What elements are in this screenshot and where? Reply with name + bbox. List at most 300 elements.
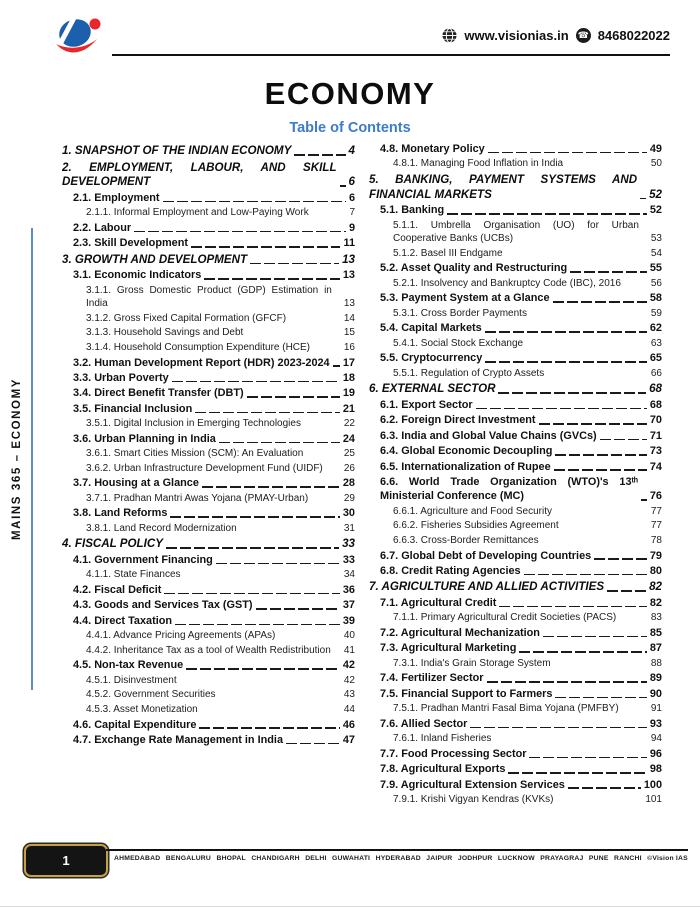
toc-leader	[622, 711, 648, 713]
toc-entry-title: 2.2. Labour	[73, 221, 132, 234]
toc-entry-title: 3.1.2. Gross Fixed Capital Formation (GFCF)	[86, 312, 287, 324]
toc-leader	[555, 514, 648, 516]
header-contact	[442, 28, 670, 43]
toc-entry	[369, 747, 662, 761]
toc-entry-page: 37	[342, 599, 355, 612]
toc-entry-page: 54	[650, 247, 662, 259]
toc-leader	[306, 456, 341, 458]
toc-entry	[369, 519, 662, 533]
toc-entry	[369, 219, 662, 246]
toc-entry-title: 6.2. Foreign Direct Investment	[380, 414, 536, 427]
page-number-badge: 1	[24, 844, 108, 877]
toc-entry-title: 4.5.1. Disinvestment	[86, 674, 177, 686]
toc-entry-page: 89	[649, 672, 662, 685]
toc-leader	[170, 516, 339, 518]
toc-leader	[184, 577, 341, 579]
toc-leader	[166, 547, 339, 549]
toc-entry	[62, 191, 355, 205]
toc-leader	[554, 666, 648, 668]
toc-entry-title: 6.6.2. Fisheries Subsidies Agreement	[393, 520, 559, 532]
toc-entry	[369, 687, 662, 701]
toc-leader	[570, 271, 647, 273]
toc-entry-title: 4.1.1. State Finances	[86, 569, 181, 581]
toc-entry	[369, 429, 662, 443]
toc-leader	[195, 412, 340, 414]
toc-leader	[340, 185, 346, 187]
toc-leader	[530, 316, 648, 318]
toc-entry	[369, 641, 662, 655]
toc-entry-title: 6.6.1. Agriculture and Food Security	[393, 505, 552, 517]
toc-entry-title: 4.3. Goods and Services Tax (GST)	[73, 599, 253, 612]
toc-entry-title: 3.1.1. Gross Domestic Product (GDP) Estimation in India	[86, 284, 332, 310]
toc-entry-title: 7.3.1. India's Grain Storage System	[393, 657, 551, 669]
toc-entry-page: 16	[343, 341, 355, 353]
toc-entry-page: 58	[649, 292, 662, 305]
toc-entry-page: 76	[649, 490, 662, 503]
toc-entry-title: 3.6.1. Smart Cities Mission (SCM): An Evaluation	[86, 448, 304, 460]
toc-leader	[556, 802, 642, 804]
toc-entry	[62, 553, 355, 567]
toc-entry-page: 19	[342, 387, 355, 400]
toc-entry-page: 52	[649, 204, 662, 217]
toc-entry-page: 15	[343, 327, 355, 339]
toc-leader	[278, 638, 341, 640]
toc-entry-page: 59	[650, 307, 662, 319]
toc-entry-title: 5.1. Banking	[380, 204, 445, 217]
toc-entry	[62, 312, 355, 326]
toc-entry-title: 7. AGRICULTURE AND ALLIED ACTIVITIES	[369, 580, 605, 594]
toc-entry-page: 70	[649, 414, 662, 427]
toc-entry	[62, 432, 355, 446]
toc-entry	[62, 703, 355, 717]
toc-leader	[494, 741, 647, 743]
footer-city: AHMEDABAD	[114, 855, 161, 862]
toc-entry	[369, 702, 662, 716]
toc-entry-title: 4.1. Government Financing	[73, 553, 213, 566]
toc-entry-page: 13	[342, 252, 355, 266]
toc-leader	[619, 620, 648, 622]
toc-entry	[62, 371, 355, 385]
toc-entry	[369, 778, 662, 792]
toc-entry-title: 5.5. Cryptocurrency	[380, 352, 483, 365]
toc-entry	[369, 732, 662, 746]
toc-entry	[369, 351, 662, 365]
footer-rule	[106, 849, 688, 851]
toc-entry-title: 4.2. Fiscal Deficit	[73, 583, 162, 596]
toc-leader	[247, 396, 340, 398]
footer-city: GUWAHATI	[332, 855, 371, 862]
toc-entry-title: 3. GROWTH AND DEVELOPMENT	[62, 252, 248, 266]
toc-entry-title: 6.7. Global Debt of Developing Countries	[380, 549, 592, 562]
footer-city: BHOPAL	[216, 855, 246, 862]
toc-leader	[519, 651, 647, 653]
footer-city: JAIPUR	[426, 855, 453, 862]
toc-entry-page: 21	[342, 402, 355, 415]
toc-entry-title: 3.8.1. Land Record Modernization	[86, 522, 237, 534]
toc-entry-page: 98	[649, 763, 662, 776]
toc-entry	[369, 291, 662, 305]
toc-entry-title: 7.7. Food Processing Sector	[380, 747, 527, 760]
toc-entry	[62, 144, 355, 159]
toc-entry-title: 4.5.2. Government Securities	[86, 689, 216, 701]
toc-entry-page: 6	[348, 191, 355, 204]
toc-entry-title: 3.5. Financial Inclusion	[73, 402, 193, 415]
toc-entry	[369, 671, 662, 685]
footer-city: DELHI	[305, 855, 327, 862]
toc-entry-page: 42	[342, 659, 355, 672]
toc-entry-page: 9	[348, 221, 355, 234]
toc-entry-title: 6.8. Credit Rating Agencies	[380, 565, 521, 577]
toc-leader	[326, 471, 341, 473]
toc-entry-page: 42	[343, 674, 355, 686]
toc-entry-title: 6.1. Export Sector	[380, 398, 473, 411]
toc-entry-title: 6.6. World Trade Organization (WTO)'s 13ᵗʰ Ministerial Conference (MC)	[380, 476, 638, 503]
toc-entry-page: 36	[342, 583, 355, 596]
toc-entry	[62, 326, 355, 340]
toc-leader	[311, 501, 341, 503]
toc-entry-title: 5.4.1. Social Stock Exchange	[393, 337, 524, 349]
page-title: ECONOMY	[264, 76, 436, 111]
visionias-logo	[50, 12, 106, 66]
toc-entry-title: 3.1.3. Household Savings and Debt	[86, 327, 244, 339]
toc-entry	[62, 402, 355, 416]
toc-leader	[250, 263, 339, 265]
footer-city: CHANDIGARH	[251, 855, 300, 862]
toc-entry	[369, 247, 662, 261]
toc-entry-title: 3.8. Land Reforms	[73, 507, 168, 520]
toc-entry-page: 33	[342, 553, 355, 566]
toc-entry-title: 4.8. Monetary Policy	[380, 143, 485, 155]
sidebar-label: MAINS 365 – ECONOMY	[11, 377, 23, 541]
footer-city: LUCKNOW	[497, 855, 535, 862]
toc-entry-title: 5.3.1. Cross Border Payments	[393, 307, 527, 319]
toc-entry-page: 31	[343, 522, 355, 534]
toc-entry-title: 7.5.1. Pradhan Mantri Fasal Bima Yojana (PMFBY)	[393, 703, 619, 715]
toc-entry	[369, 261, 662, 275]
toc-entry-title: 7.9. Agricultural Extension Services	[380, 778, 565, 791]
toc-leader	[304, 426, 341, 428]
toc-entry-title: 4.5.3. Asset Monetization	[86, 703, 198, 715]
toc-entry	[62, 476, 355, 490]
toc-entry-title: 7.2. Agricultural Mechanization	[380, 627, 540, 639]
toc-entry	[369, 307, 662, 321]
footer-cities	[114, 855, 688, 862]
phone-icon: ☎	[576, 28, 591, 43]
toc-entry	[62, 268, 355, 282]
toc-entry-page: 68	[649, 382, 662, 396]
toc-column-left	[62, 142, 355, 844]
toc-leader	[202, 486, 340, 488]
toc-entry	[369, 337, 662, 351]
toc-leader	[562, 528, 648, 530]
toc-entry-page: 41	[343, 644, 355, 656]
footer-city: BENGALURU	[165, 855, 212, 862]
toc-leader	[256, 608, 340, 610]
toc-entry-title: 7.8. Agricultural Exports	[380, 763, 506, 776]
toc-entry-page: 77	[650, 505, 662, 517]
toc-entry-title: 5.3. Payment System at a Glance	[380, 292, 550, 305]
website-link[interactable]: www.visionias.in	[464, 28, 569, 43]
toc-leader	[180, 683, 341, 685]
toc-leader	[539, 423, 647, 425]
toc-entry-page: 26	[343, 462, 355, 474]
toc-leader	[485, 361, 647, 363]
toc-entry-page: 90	[649, 687, 662, 700]
toc-entry-title: 4.4.1. Advance Pricing Agreements (APAs)	[86, 630, 276, 642]
toc-entry-title: 2.1.1. Informal Employment and Low-Paying Work	[86, 207, 309, 219]
toc-entry	[62, 506, 355, 520]
toc-entry	[369, 460, 662, 474]
phone-number[interactable]: 8468022022	[597, 28, 670, 43]
toc-entry	[62, 614, 355, 628]
toc-leader	[289, 321, 341, 323]
toc-leader	[476, 408, 647, 410]
toc-entry-page: 71	[649, 429, 662, 442]
footer-city: PUNE	[588, 855, 609, 862]
toc-entry-title: 6.4. Global Economic Decoupling	[380, 445, 553, 458]
toc-entry	[62, 236, 355, 250]
toc-entry-page: 96	[649, 747, 662, 760]
toc-entry	[369, 611, 662, 625]
toc-entry	[62, 462, 355, 476]
footer-city: PRAYAGRAJ	[540, 855, 584, 862]
toc-entry-page: 83	[650, 612, 662, 624]
toc-entry-page: 13	[343, 298, 355, 310]
toc-leader	[594, 558, 647, 560]
toc-entry-page: 49	[649, 143, 662, 155]
toc-entry	[369, 626, 662, 640]
toc-entry-page: 17	[342, 356, 355, 369]
toc-entry-title: 5.1.2. Basel III Endgame	[393, 247, 503, 259]
toc-entry	[62, 356, 355, 370]
toc-entry-title: 3.5.1. Digital Inclusion in Emerging Technologies	[86, 418, 301, 430]
toc-entry	[369, 203, 662, 217]
toc-entry-page: 94	[650, 733, 662, 745]
footer-city: JODHPUR	[457, 855, 493, 862]
toc-leader	[219, 442, 340, 444]
toc-entry-page: 18	[342, 371, 355, 384]
toc-leader	[335, 306, 341, 308]
toc-entry-page: 66	[650, 367, 662, 379]
toc-entry-page: 85	[649, 627, 662, 639]
globe-icon	[442, 28, 457, 43]
toc-leader	[498, 392, 646, 394]
toc-leader	[607, 590, 646, 592]
toc-leader	[334, 653, 341, 655]
toc-leader	[219, 697, 341, 699]
toc-entry-page: 82	[649, 580, 662, 594]
toc-leader	[640, 198, 646, 200]
toc-entry-page: 4	[348, 144, 355, 157]
toc-entry	[62, 688, 355, 702]
toc-entry	[369, 277, 662, 291]
toc-entry	[62, 674, 355, 688]
toc-entry-page: 13	[342, 269, 355, 282]
toc-leader	[246, 335, 341, 337]
toc-entry-title: 5.5.1. Regulation of Crypto Assets	[393, 367, 545, 379]
toc-entry	[62, 658, 355, 672]
toc-entry-title: 7.5. Financial Support to Farmers	[380, 687, 553, 700]
toc-entry	[369, 580, 662, 595]
toc-leader	[163, 201, 346, 203]
toc-leader	[499, 606, 646, 608]
toc-entry-title: 6.5. Internationalization of Rupee	[380, 460, 551, 473]
toc-entry-page: 65	[649, 352, 662, 365]
toc-entry-page: 39	[342, 614, 355, 627]
toc-entry	[369, 793, 662, 807]
toc-entry-title: 7.1.1. Primary Agricultural Credit Societies (PACS)	[393, 612, 617, 624]
toc-leader	[566, 166, 648, 168]
toc-leader	[508, 772, 646, 774]
toc-entry-page: 91	[650, 703, 662, 715]
toc-leader	[485, 331, 647, 333]
toc-leader	[313, 350, 341, 352]
toc-entry-title: 3.2. Human Development Report (HDR) 2023-2024	[73, 356, 330, 369]
toc-entry-title: 7.3. Agricultural Marketing	[380, 642, 517, 655]
toc-leader	[641, 499, 647, 501]
toc-leader	[470, 727, 647, 729]
toc-leader	[554, 469, 647, 471]
toc-entry	[62, 492, 355, 506]
toc-entry-page: 40	[343, 630, 355, 642]
toc-entry-title: 7.4. Fertilizer Sector	[380, 672, 484, 685]
toc-entry-title: 3.3. Urban Poverty	[73, 371, 169, 384]
toc-entry	[369, 564, 662, 578]
toc-entry-page: 24	[342, 432, 355, 445]
toc-entry	[369, 475, 662, 504]
toc-entry-title: 5.2.1. Insolvency and Bankruptcy Code (IBC), 2016	[393, 277, 621, 289]
toc-entry-page: 77	[650, 520, 662, 532]
toc-leader	[447, 213, 647, 215]
toc-entry-title: 6.3. India and Global Value Chains (GVCs)	[380, 429, 597, 442]
toc-entry-page: 22	[343, 418, 355, 430]
toc-leader	[555, 697, 646, 699]
toc-entry-title: 4.4.2. Inheritance Tax as a tool of Wealth Redistribution	[86, 644, 331, 656]
toc-entry-page: 63	[650, 337, 662, 349]
toc-entry-title: 6.6.3. Cross-Border Remittances	[393, 535, 539, 546]
toc-entry-title: 2.1. Employment	[73, 191, 160, 204]
toc-leader	[294, 154, 345, 156]
toc-leader	[600, 439, 647, 441]
toc-entry	[369, 367, 662, 381]
toc-entry	[369, 549, 662, 563]
toc-entry-title: 6. EXTERNAL SECTOR	[369, 382, 496, 396]
toc-entry-page: 34	[343, 569, 355, 581]
toc-entry-page: 101	[645, 794, 662, 806]
toc-entry-page: 62	[649, 322, 662, 335]
toc-entry-title: 3.4. Direct Benefit Transfer (DBT)	[73, 387, 244, 400]
toc-leader	[529, 757, 646, 759]
toc-entry-title: 2.3. Skill Development	[73, 237, 189, 250]
toc-entry-title: 1. SNAPSHOT OF THE INDIAN ECONOMY	[62, 144, 292, 157]
toc-entry	[369, 505, 662, 519]
toc-entry	[62, 522, 355, 536]
toc-entry	[62, 417, 355, 431]
toc-entry	[62, 629, 355, 643]
toc-leader	[624, 286, 648, 288]
toc-entry-title: 3.7.1. Pradhan Mantri Awas Yojana (PMAY-Urban)	[86, 492, 309, 504]
toc-entry	[62, 718, 355, 732]
toc-leader	[186, 668, 340, 670]
toc-entry	[369, 142, 662, 156]
toc-leader	[175, 624, 340, 626]
toc-entry-page: 30	[342, 507, 355, 520]
toc-entry	[369, 382, 662, 397]
toc-entry	[369, 762, 662, 776]
toc-entry-page: 88	[650, 657, 662, 669]
toc-entry	[62, 644, 355, 658]
toc-leader	[524, 574, 647, 576]
toc-entry-page: 74	[649, 460, 662, 473]
toc-entry-title: 4.4. Direct Taxation	[73, 614, 173, 627]
toc-entry-page: 53	[650, 233, 662, 245]
toc-entry-title: 4.7. Exchange Rate Management in India	[73, 733, 284, 746]
toc-entry-page: 56	[650, 277, 662, 289]
toc-entry-page: 44	[343, 703, 355, 715]
toc-leader	[172, 381, 340, 383]
toc-column-right	[369, 142, 662, 844]
toc-leader	[216, 563, 340, 565]
toc-entry-page: 43	[343, 689, 355, 701]
toc-entry-page: 14	[343, 312, 355, 324]
toc-entry	[369, 173, 662, 202]
toc-entry	[369, 444, 662, 458]
toc-leader	[333, 365, 340, 367]
toc-leader	[642, 241, 648, 243]
toc-entry	[369, 657, 662, 671]
header-rule	[112, 54, 670, 56]
toc-entry-page: 87	[649, 642, 662, 655]
toc-entry-page: 50	[650, 158, 662, 170]
toc-leader	[487, 681, 647, 683]
toc-heading: Table of Contents	[289, 120, 411, 136]
toc-entry	[369, 157, 662, 171]
toc-entry	[369, 596, 662, 610]
toc-entry-page: 7	[349, 207, 355, 219]
toc-entry-page: 28	[342, 477, 355, 490]
toc-entry-title: 5.1.1. Umbrella Organisation (UO) for Urban Cooperative Banks (UCBs)	[393, 219, 639, 245]
toc-entry-title: 3.1. Economic Indicators	[73, 269, 202, 282]
toc-entry	[62, 206, 355, 220]
toc-entry-page: 6	[348, 175, 355, 189]
footer-city: RANCHI	[614, 855, 642, 862]
toc-entry-title: 7.9.1. Krishi Vigyan Kendras (KVKs)	[393, 794, 554, 806]
toc-leader	[568, 787, 641, 789]
toc-leader	[542, 543, 648, 545]
toc-entry-page: 73	[649, 445, 662, 458]
footer-city: HYDERABAD	[375, 855, 421, 862]
toc-entry-title: 4. FISCAL POLICY	[62, 537, 163, 551]
toc-leader	[134, 231, 346, 233]
toc-entry	[62, 447, 355, 461]
toc-leader	[201, 712, 341, 714]
toc-entry	[369, 534, 662, 548]
toc-leader	[547, 376, 648, 378]
toc-entry	[62, 341, 355, 355]
toc-entry-title: 5. BANKING, PAYMENT SYSTEMS AND FINANCIAL MARKETS	[369, 173, 638, 201]
toc-leader	[164, 593, 340, 595]
toc-leader	[555, 454, 646, 456]
toc-entry-page: 79	[649, 549, 662, 562]
toc-leader	[204, 278, 340, 280]
toc-entry	[62, 537, 355, 552]
toc-leader	[543, 636, 647, 638]
toc-entry	[62, 733, 355, 747]
toc-leader	[488, 152, 647, 154]
toc-entry-title: 3.7. Housing at a Glance	[73, 477, 199, 490]
toc-entry	[62, 568, 355, 582]
toc-entry	[62, 386, 355, 400]
